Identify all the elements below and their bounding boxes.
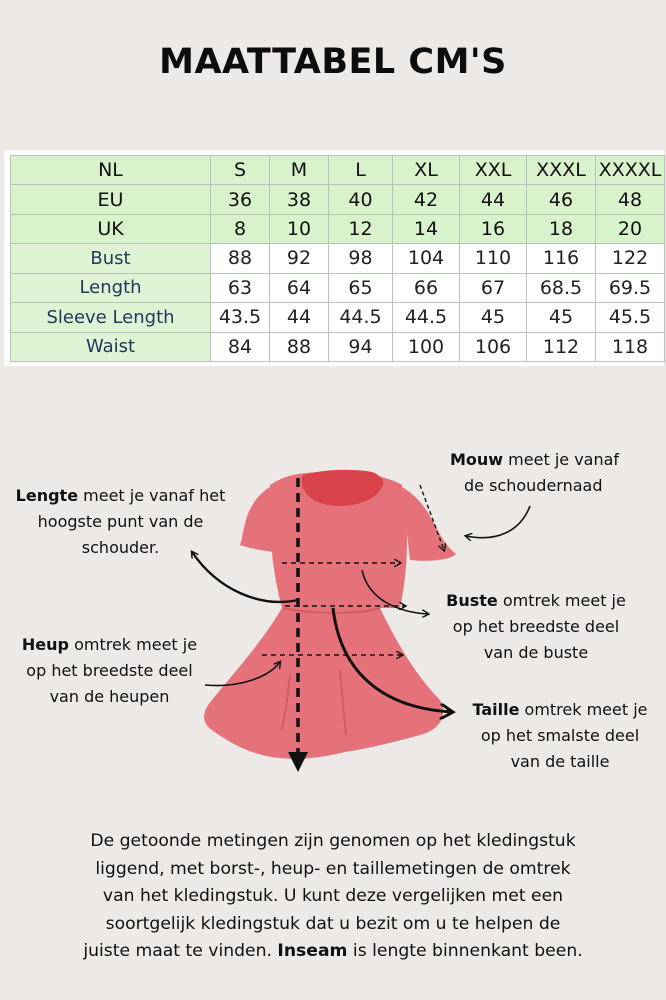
table-cell: 88 bbox=[211, 244, 270, 273]
table-row-uk bbox=[11, 214, 665, 243]
size-header-cell: L bbox=[329, 156, 393, 185]
table-cell: 100 bbox=[393, 332, 460, 361]
size-header-cell: S bbox=[211, 156, 270, 185]
lengte-annotation: Lengte meet je vanaf het hoogste punt van de schouder. bbox=[15, 486, 226, 557]
table-cell: 122 bbox=[596, 244, 665, 273]
size-table bbox=[10, 155, 665, 362]
heup-label: Heup bbox=[21, 635, 69, 654]
table-cell: 45 bbox=[527, 303, 596, 332]
row-label-sleeve-length: Sleeve Length bbox=[11, 303, 211, 332]
inseam-term: Inseam bbox=[277, 941, 348, 961]
table-cell: 110 bbox=[460, 244, 527, 273]
table-row-nl bbox=[11, 156, 665, 185]
table-cell: 68.5 bbox=[527, 273, 596, 302]
table-cell: 44 bbox=[460, 185, 527, 214]
table-cell: 116 bbox=[527, 244, 596, 273]
table-row-length bbox=[11, 273, 665, 302]
row-label-eu: EU bbox=[11, 185, 211, 214]
row-label-uk: UK bbox=[11, 214, 211, 243]
size-header-cell: M bbox=[270, 156, 329, 185]
table-cell: 46 bbox=[527, 185, 596, 214]
table-cell: 106 bbox=[460, 332, 527, 361]
size-table-panel bbox=[4, 150, 664, 366]
table-cell: 44.5 bbox=[329, 303, 393, 332]
table-row-waist bbox=[11, 332, 665, 361]
table-cell: 20 bbox=[596, 214, 665, 243]
table-cell: 104 bbox=[393, 244, 460, 273]
dress-illustration bbox=[204, 470, 456, 759]
table-cell: 84 bbox=[211, 332, 270, 361]
size-header-cell: XXL bbox=[460, 156, 527, 185]
size-header-cell: XXXL bbox=[527, 156, 596, 185]
table-cell: 14 bbox=[393, 214, 460, 243]
length-arrowhead bbox=[288, 752, 308, 772]
table-cell: 92 bbox=[270, 244, 329, 273]
size-header-cell: XL bbox=[393, 156, 460, 185]
table-cell: 45 bbox=[460, 303, 527, 332]
table-cell: 16 bbox=[460, 214, 527, 243]
lengte-label: Lengte bbox=[15, 486, 79, 505]
table-cell: 67 bbox=[460, 273, 527, 302]
table-cell: 112 bbox=[527, 332, 596, 361]
table-cell: 36 bbox=[211, 185, 270, 214]
table-cell: 65 bbox=[329, 273, 393, 302]
table-row-eu bbox=[11, 185, 665, 214]
table-cell: 88 bbox=[270, 332, 329, 361]
table-row-sleeve-length bbox=[11, 303, 665, 332]
table-cell: 98 bbox=[329, 244, 393, 273]
table-cell: 38 bbox=[270, 185, 329, 214]
row-label-length: Length bbox=[11, 273, 211, 302]
table-cell: 10 bbox=[270, 214, 329, 243]
table-cell: 63 bbox=[211, 273, 270, 302]
table-cell: 44 bbox=[270, 303, 329, 332]
row-label-nl: NL bbox=[11, 156, 211, 185]
table-cell: 118 bbox=[596, 332, 665, 361]
buste-label: Buste bbox=[446, 591, 498, 610]
table-cell: 44.5 bbox=[393, 303, 460, 332]
size-header-cell: XXXXL bbox=[596, 156, 665, 185]
taille-label: Taille bbox=[472, 700, 520, 719]
mouw-pointer-arrow bbox=[466, 506, 530, 538]
table-cell: 40 bbox=[329, 185, 393, 214]
table-cell: 8 bbox=[211, 214, 270, 243]
buste-annotation: Buste omtrek meet je op het breedste deel van de buste bbox=[446, 591, 626, 662]
row-label-bust: Bust bbox=[11, 244, 211, 273]
table-cell: 42 bbox=[393, 185, 460, 214]
measurement-disclaimer: De getoonde metingen zijn genomen op het kledingstuk liggend, met borst-, heup- en taillemetingen de omtrek van het kledingstuk. U kunt deze vergelijken met een soortgelijk kledingstuk dat u bezit om u te helpen de juiste maat te vinden. Inseam is lengte binnenkant been. bbox=[83, 831, 583, 961]
table-cell: 45.5 bbox=[596, 303, 665, 332]
table-cell: 18 bbox=[527, 214, 596, 243]
table-cell: 69.5 bbox=[596, 273, 665, 302]
page-title: MAATTABEL CM'S bbox=[159, 42, 507, 82]
table-cell: 64 bbox=[270, 273, 329, 302]
table-cell: 43.5 bbox=[211, 303, 270, 332]
heup-annotation: Heup omtrek meet je op het breedste deel van de heupen bbox=[21, 635, 198, 706]
table-row-bust bbox=[11, 244, 665, 273]
taille-annotation: Taille omtrek meet je op het smalste deel van de taille bbox=[472, 700, 648, 771]
table-cell: 48 bbox=[596, 185, 665, 214]
mouw-label: Mouw bbox=[450, 450, 504, 469]
row-label-waist: Waist bbox=[11, 332, 211, 361]
table-cell: 94 bbox=[329, 332, 393, 361]
table-cell: 66 bbox=[393, 273, 460, 302]
dress-sleeve-right bbox=[400, 486, 456, 561]
table-cell: 12 bbox=[329, 214, 393, 243]
mouw-annotation: Mouw meet je vanaf de schoudernaad bbox=[450, 450, 620, 495]
